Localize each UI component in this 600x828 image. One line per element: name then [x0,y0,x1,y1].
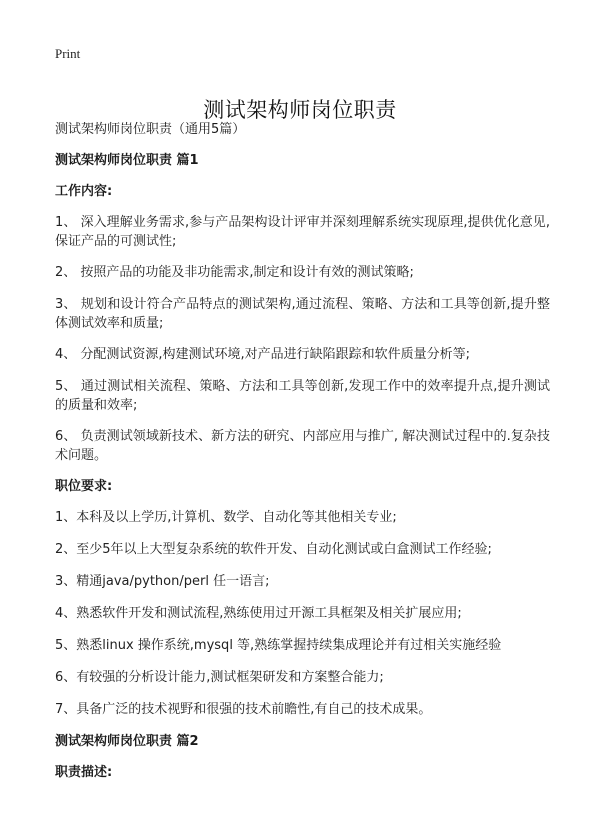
requirement-item: 4、熟悉软件开发和测试流程,熟练使用过开源工具框架及相关扩展应用; [55,606,462,621]
section-heading-1: 测试架构师岗位职责 篇1 [55,153,199,168]
duty-description-heading: 职责描述: [55,765,113,780]
work-item: 1、 深入理解业务需求,参与产品架构设计评审并深刻理解系统实现原理,提供优化意见,保证产品的可测试性; [55,215,550,249]
work-item: 5、 通过测试相关流程、策略、方法和工具等创新,发现工作中的效率提升点,提升测试的质量和效率; [55,379,550,413]
requirement-item: 2、至少5年以上大型复杂系统的软件开发、自动化测试或白盒测试工作经验; [55,542,492,557]
document-body [55,120,550,794]
work-item: 4、 分配测试资源,构建测试环境,对产品进行缺陷跟踪和软件质量分析等; [55,347,471,362]
requirements-heading: 职位要求: [55,479,113,494]
work-item: 3、 规划和设计符合产品特点的测试架构,通过流程、策略、方法和工具等创新,提升整体测试效率和质量; [55,297,550,331]
requirement-item: 1、本科及以上学历,计算机、数学、自动化等其他相关专业; [55,510,397,525]
section-heading-2: 测试架构师岗位职责 篇2 [55,734,199,749]
page-title: 测试架构师岗位职责 [203,98,397,123]
requirement-item: 3、精通java/python/perl 任一语言; [55,574,270,589]
requirement-item: 5、熟悉linux 操作系统,mysql 等,熟练掌握持续集成理论并有过相关实施经验 [55,638,502,653]
work-item: 2、 按照产品的功能及非功能需求,制定和设计有效的测试策略; [55,265,414,280]
document-subtitle: 测试架构师岗位职责（通用5篇） [55,122,246,137]
print-link[interactable]: Print [55,46,81,61]
work-item: 6、 负责测试领域新技术、新方法的研究、内部应用与推广, 解决测试过程中的.复杂技术问题。 [55,429,550,463]
work-content-heading: 工作内容: [55,184,113,199]
requirement-item: 7、具备广泛的技术视野和很强的技术前瞻性,有自己的技术成果。 [55,702,432,717]
requirement-item: 6、有较强的分析设计能力,测试框架研发和方案整合能力; [55,670,384,685]
